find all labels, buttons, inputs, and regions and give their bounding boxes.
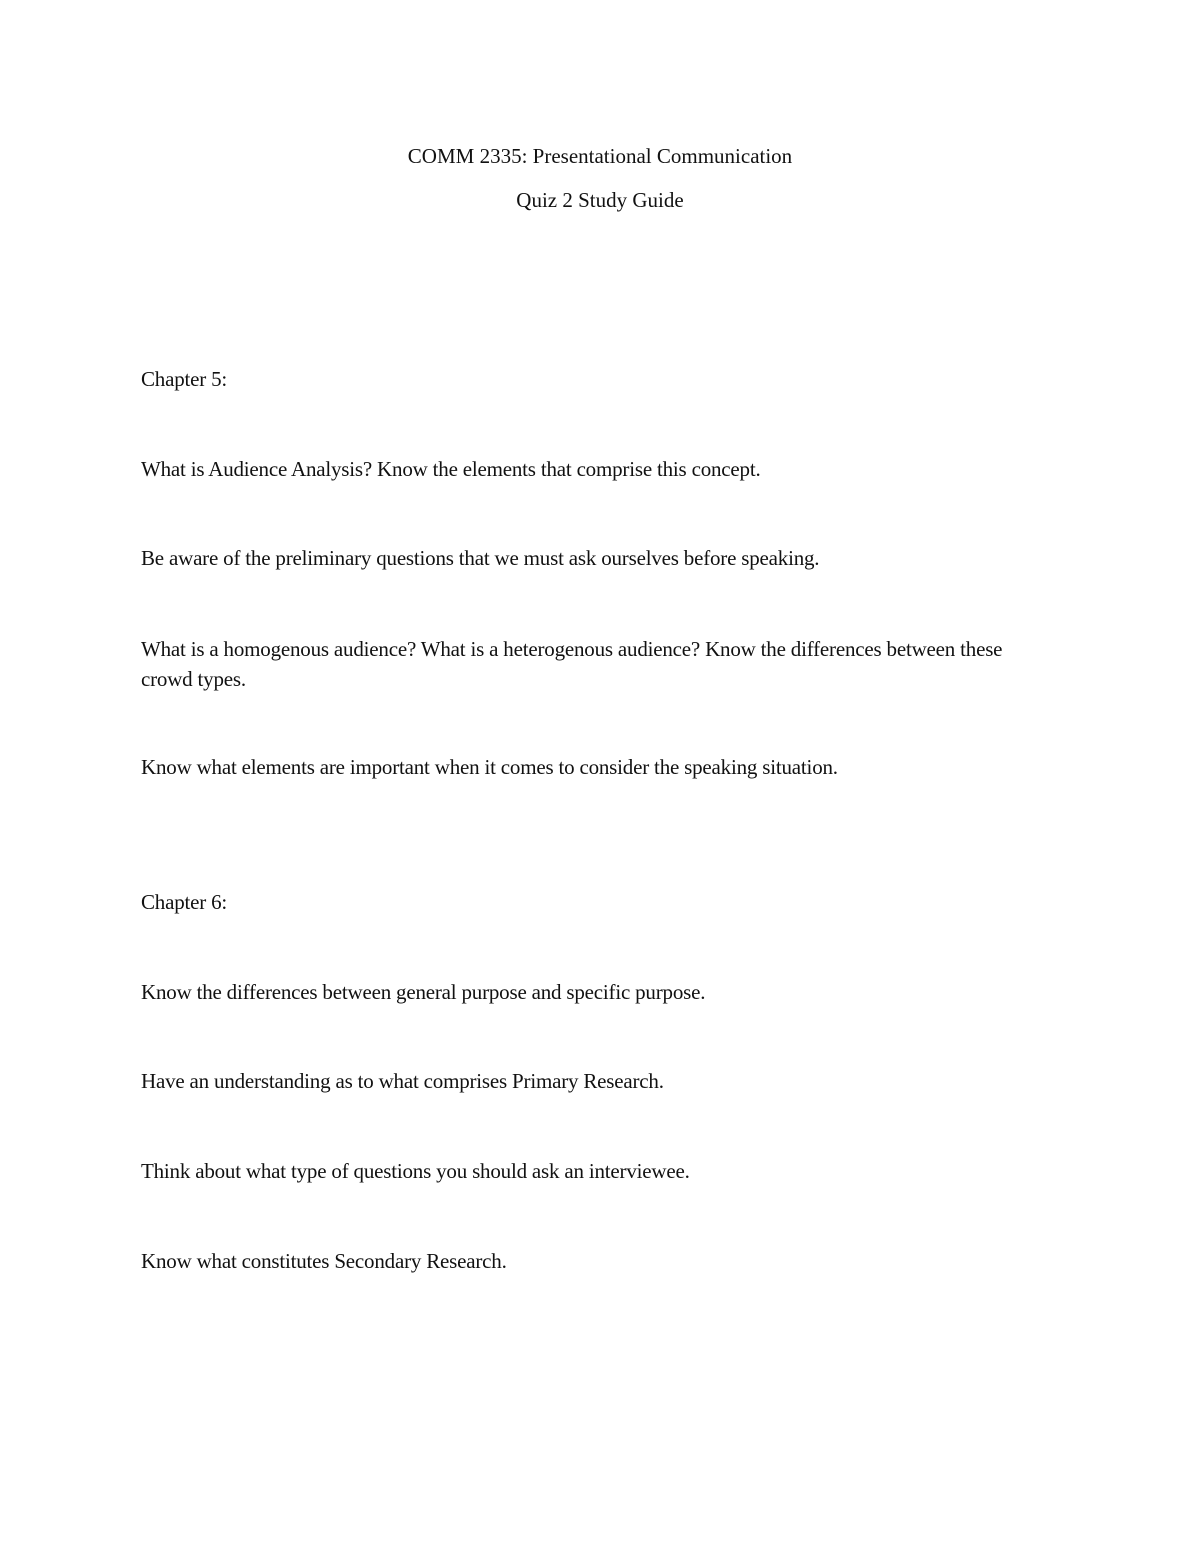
study-item: Know what elements are important when it comes to consider the speaking situation. xyxy=(141,755,838,779)
study-item: Know the differences between general purpose and specific purpose. xyxy=(141,980,706,1004)
study-item: Have an understanding as to what comprises Primary Research. xyxy=(141,1069,664,1093)
chapter-heading: Chapter 5: xyxy=(141,367,228,391)
study-item: Think about what type of questions you should ask an interviewee. xyxy=(141,1159,690,1183)
study-item: What is a homogenous audience? What is a heterogenous audience? Know the differences between these crowd types. xyxy=(141,637,1003,691)
study-item: What is Audience Analysis? Know the elements that comprise this concept. xyxy=(141,457,761,481)
chapter-heading: Chapter 6: xyxy=(141,890,228,914)
study-item: Know what constitutes Secondary Research. xyxy=(141,1249,507,1273)
study-item: Be aware of the preliminary questions that we must ask ourselves before speaking. xyxy=(141,546,820,570)
document-subtitle: Quiz 2 Study Guide xyxy=(516,188,684,212)
course-title: COMM 2335: Presentational Communication xyxy=(407,144,793,168)
